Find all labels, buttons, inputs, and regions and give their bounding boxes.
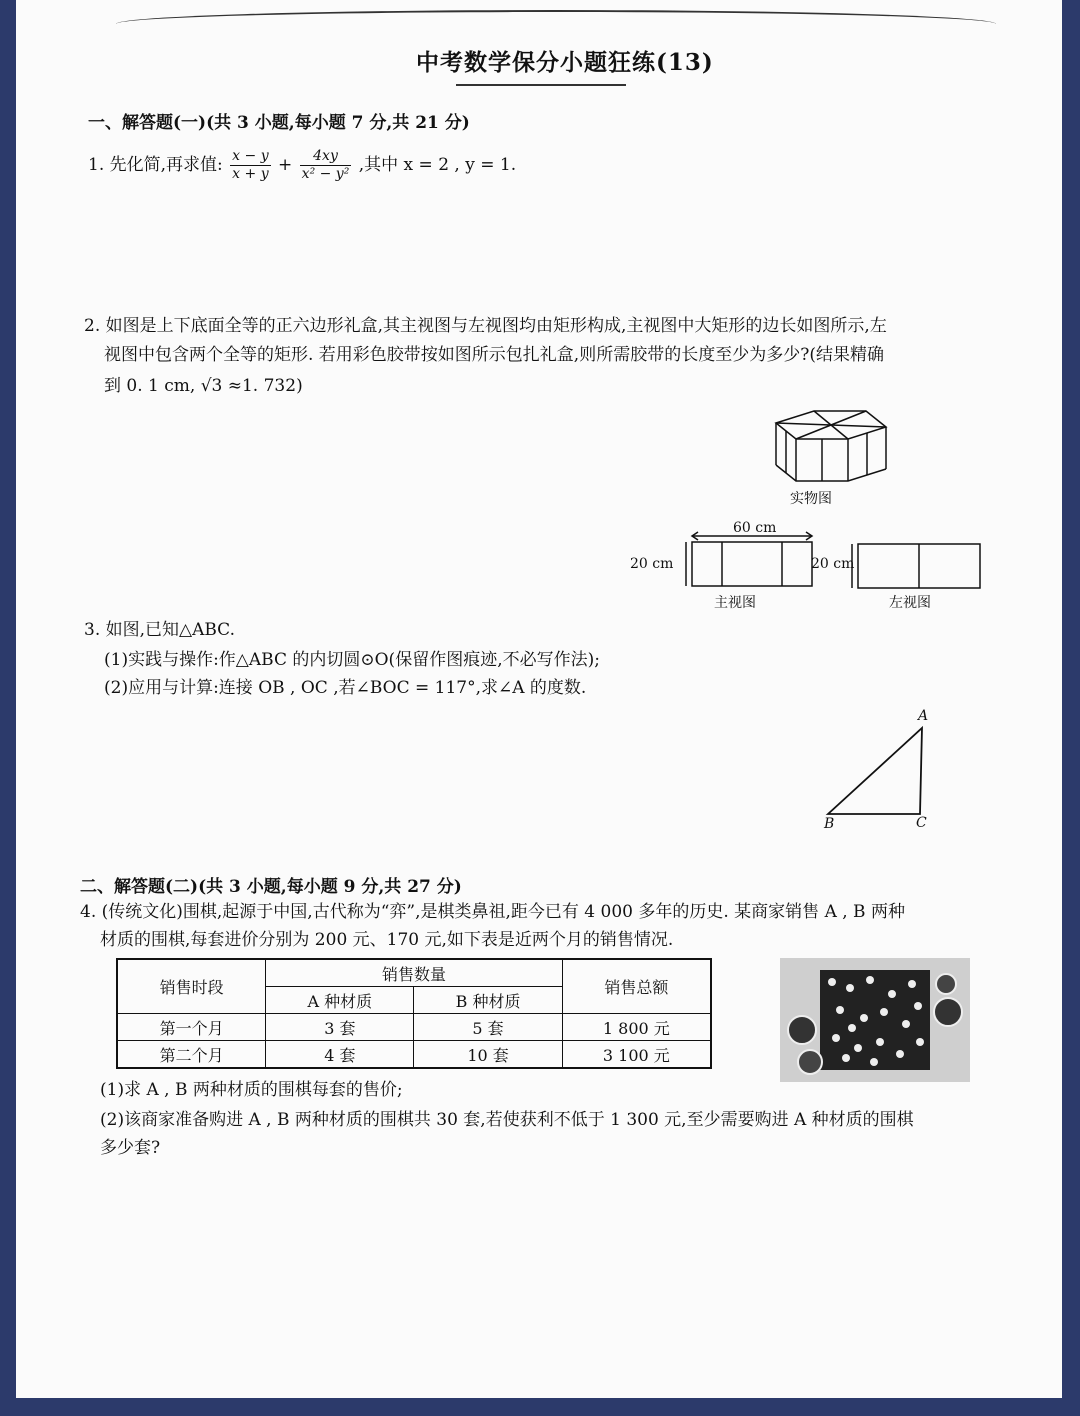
q4-sub-2-line-2: 多少套? bbox=[100, 1138, 161, 1158]
go-board-image bbox=[780, 958, 970, 1082]
fig-main-view-label: 主视图 bbox=[714, 595, 756, 611]
q1-frac2-denominator: x² − y² bbox=[301, 166, 350, 182]
page-edge-curve bbox=[116, 10, 996, 24]
q1-plus: + bbox=[278, 155, 293, 175]
q3-line-2: (1)实践与操作:作△ABC 的内切圆⊙O(保留作图痕迹,不必写作法); bbox=[104, 650, 600, 670]
q2-line-2: 视图中包含两个全等的矩形. 若用彩色胶带按如图所示包扎礼盒,则所需胶带的长度至少为多少?(结果精确 bbox=[104, 345, 884, 365]
q1-fraction-2 bbox=[300, 148, 352, 183]
vertex-c-label: C bbox=[916, 815, 927, 831]
left-view-figure bbox=[846, 540, 986, 592]
section1-heading: 一、解答题(一)(共 3 小题,每小题 7 分,共 21 分) bbox=[88, 113, 470, 133]
table-row bbox=[117, 1041, 711, 1069]
main-view-figure bbox=[680, 530, 820, 592]
header-total: 销售总额 bbox=[562, 959, 711, 1014]
q1-frac2-numerator: 4xy bbox=[300, 148, 352, 166]
box-top-seam bbox=[814, 411, 831, 425]
header-material-b: B 种材质 bbox=[414, 987, 562, 1014]
row2-total: 3 100 元 bbox=[562, 1041, 711, 1069]
q3-line-3: (2)应用与计算:连接 OB , OC ,若∠BOC = 117°,求∠A 的度数. bbox=[104, 678, 587, 698]
q2-line-3: 到 0. 1 cm, √3 ≈1. 732) bbox=[104, 376, 303, 396]
header-period: 销售时段 bbox=[117, 959, 266, 1014]
q1-prefix: 1. 先化简,再求值: bbox=[88, 155, 223, 175]
fig-width-label: 60 cm bbox=[733, 520, 777, 536]
vertex-b-label: B bbox=[824, 816, 835, 832]
q2-line-1: 2. 如图是上下底面全等的正六边形礼盒,其主视图与左视图均由矩形构成,主视图中大矩形的边长如图所示,左 bbox=[84, 316, 887, 336]
row1-b: 5 套 bbox=[414, 1014, 562, 1041]
q1-frac1-denominator: x + y bbox=[232, 166, 269, 182]
q1-frac1-numerator: x − y bbox=[232, 148, 269, 164]
table-row bbox=[117, 1014, 711, 1041]
table-header-row bbox=[117, 959, 711, 987]
header-material-a: A 种材质 bbox=[266, 987, 414, 1014]
stone-bowl bbox=[788, 1016, 816, 1044]
row2-period: 第二个月 bbox=[117, 1041, 266, 1069]
fig-height-label-left: 20 cm bbox=[811, 556, 855, 572]
vertex-a-label: A bbox=[918, 708, 929, 724]
row1-a: 3 套 bbox=[266, 1014, 414, 1041]
sales-table bbox=[116, 958, 712, 1069]
go-board-photo bbox=[780, 958, 970, 1082]
q3-line-1: 3. 如图,已知△ABC. bbox=[84, 620, 235, 640]
fig-left-view-label: 左视图 bbox=[889, 595, 931, 611]
triangle-abc bbox=[828, 728, 922, 814]
q4-line-2: 材质的围棋,每套进价分别为 200 元、170 元,如下表是近两个月的销售情况. bbox=[100, 930, 674, 950]
q4-line-1: 4. (传统文化)围棋,起源于中国,古代称为“弈”,是棋类鼻祖,距今已有 4 000 多年的历史. 某商家销售 A , B 两种 bbox=[80, 902, 905, 922]
page-title: 中考数学保分小题狂练(13) bbox=[416, 49, 714, 76]
worksheet-page bbox=[16, 0, 1062, 1398]
fig-real-label: 实物图 bbox=[790, 491, 832, 507]
question-1 bbox=[88, 148, 516, 183]
q4-sub-2-line-1: (2)该商家准备购进 A , B 两种材质的围棋共 30 套,若使获利不低于 1 300 元,至少需要购进 A 种材质的围棋 bbox=[100, 1110, 914, 1130]
row1-total: 1 800 元 bbox=[562, 1014, 711, 1041]
row2-a: 4 套 bbox=[266, 1041, 414, 1069]
section2-heading: 二、解答题(二)(共 3 小题,每小题 9 分,共 27 分) bbox=[80, 877, 462, 897]
q1-suffix: ,其中 x = 2 , y = 1. bbox=[358, 155, 517, 175]
hexagon-box-figure bbox=[756, 405, 896, 490]
row2-b: 10 套 bbox=[414, 1041, 562, 1069]
header-quantity: 销售数量 bbox=[266, 959, 562, 987]
fig-height-label-main: 20 cm bbox=[630, 556, 674, 572]
main-view-outer-rect bbox=[692, 542, 812, 586]
q1-fraction-1 bbox=[230, 148, 270, 183]
row1-period: 第一个月 bbox=[117, 1014, 266, 1041]
title-underline bbox=[456, 84, 626, 86]
triangle-abc-figure bbox=[816, 710, 946, 830]
q4-sub-1: (1)求 A , B 两种材质的围棋每套的售价; bbox=[100, 1080, 403, 1100]
